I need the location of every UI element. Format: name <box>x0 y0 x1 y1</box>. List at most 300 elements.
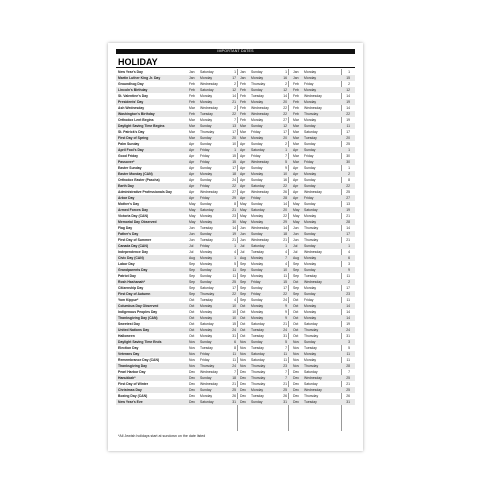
day-cell: 15 <box>232 154 236 158</box>
weekday-cell: Sunday <box>251 202 263 206</box>
month-cell: May <box>240 202 247 206</box>
day-cell: 19 <box>346 208 350 212</box>
month-cell: Oct <box>189 334 195 338</box>
day-cell: 26 <box>346 394 350 398</box>
day-cell: 9 <box>285 166 287 170</box>
weekday-cell: Friday <box>251 154 261 158</box>
weekday-cell: Saturday <box>200 88 214 92</box>
weekday-cell: Friday <box>304 298 314 302</box>
weekday-cell: Monday <box>251 118 264 122</box>
holiday-name: Sweetest Day <box>118 322 140 326</box>
weekday-cell: Sunday <box>304 292 316 296</box>
month-cell: Mar <box>293 118 299 122</box>
month-cell: Nov <box>240 358 247 362</box>
day-cell: 5 <box>285 340 287 344</box>
day-cell: 21 <box>283 238 287 242</box>
weekday-cell: Wednesday <box>251 238 269 242</box>
weekday-cell: Wednesday <box>200 106 218 110</box>
weekday-cell: Friday <box>251 130 261 134</box>
month-cell: Mar <box>240 124 246 128</box>
weekday-cell: Monday <box>200 394 213 398</box>
day-cell: 20 <box>232 136 236 140</box>
weekday-cell: Monday <box>200 310 213 314</box>
weekday-cell: Friday <box>200 160 210 164</box>
month-cell: Dec <box>240 388 247 392</box>
weekday-cell: Monday <box>304 88 317 92</box>
holiday-name: Ash Wednesday <box>118 106 145 110</box>
day-cell: 23 <box>232 214 236 218</box>
month-cell: Oct <box>240 328 246 332</box>
month-cell: Dec <box>293 400 300 404</box>
day-cell: 10 <box>232 310 236 314</box>
holiday-name: Palm Sunday <box>118 142 140 146</box>
day-cell: 31 <box>283 334 287 338</box>
weekday-cell: Sunday <box>200 178 212 182</box>
day-cell: 25 <box>346 388 350 392</box>
weekday-cell: Tuesday <box>251 394 264 398</box>
month-cell: Sep <box>189 280 196 284</box>
weekday-cell: Wednesday <box>200 370 218 374</box>
day-cell: 17 <box>283 286 287 290</box>
weekday-cell: Sunday <box>304 202 316 206</box>
weekday-cell: Thursday <box>200 130 215 134</box>
day-cell: 24 <box>232 178 236 182</box>
month-cell: Jan <box>240 70 246 74</box>
day-cell: 20 <box>283 208 287 212</box>
day-cell: 25 <box>346 190 350 194</box>
weekday-cell: Friday <box>200 154 210 158</box>
day-cell: 22 <box>283 112 287 116</box>
month-cell: May <box>293 220 300 224</box>
weekday-cell: Tuesday <box>251 334 264 338</box>
title-rule <box>116 67 355 68</box>
month-cell: Oct <box>189 316 195 320</box>
month-cell: Apr <box>240 160 246 164</box>
weekday-cell: Sunday <box>200 166 212 170</box>
holiday-name: Memorial Day Observed <box>118 220 157 224</box>
weekday-cell: Sunday <box>304 148 316 152</box>
month-cell: Apr <box>189 184 195 188</box>
weekday-cell: Thursday <box>251 376 266 380</box>
day-cell: 14 <box>283 202 287 206</box>
month-cell: Mar <box>240 136 246 140</box>
weekday-cell: Sunday <box>304 184 316 188</box>
weekday-cell: Thursday <box>304 238 319 242</box>
month-cell: Mar <box>189 118 195 122</box>
day-cell: 20 <box>283 100 287 104</box>
day-cell: 26 <box>283 190 287 194</box>
month-cell: Sep <box>293 274 300 278</box>
day-cell: 15 <box>232 322 236 326</box>
month-cell: Apr <box>189 190 195 194</box>
weekday-cell: Monday <box>304 100 317 104</box>
day-cell: 12 <box>283 124 287 128</box>
day-cell: 23 <box>283 364 287 368</box>
month-cell: Feb <box>293 100 299 104</box>
weekday-cell: Thursday <box>200 292 215 296</box>
month-cell: Sep <box>293 268 300 272</box>
day-cell: 15 <box>283 280 287 284</box>
month-cell: Nov <box>293 358 300 362</box>
weekday-cell: Monday <box>304 256 317 260</box>
weekday-cell: Monday <box>251 262 264 266</box>
weekday-cell: Sunday <box>304 124 316 128</box>
weekday-cell: Monday <box>304 316 317 320</box>
month-cell: Oct <box>293 334 299 338</box>
weekday-cell: Wednesday <box>200 190 218 194</box>
holiday-name: Passover* <box>118 160 135 164</box>
month-cell: Oct <box>293 310 299 314</box>
month-cell: May <box>293 214 300 218</box>
month-cell: Mar <box>293 142 299 146</box>
weekday-cell: Tuesday <box>200 112 213 116</box>
month-cell: Jun <box>189 238 195 242</box>
weekday-cell: Monday <box>304 358 317 362</box>
month-cell: Feb <box>293 106 299 110</box>
month-cell: Feb <box>293 94 299 98</box>
weekday-cell: Sunday <box>200 340 212 344</box>
weekday-cell: Sunday <box>304 232 316 236</box>
holiday-name: Groundhog Day <box>118 82 144 86</box>
weekday-cell: Friday <box>200 352 210 356</box>
day-cell: 22 <box>232 292 236 296</box>
month-cell: Jun <box>240 238 246 242</box>
month-cell: Nov <box>189 358 196 362</box>
weekday-cell: Sunday <box>251 142 263 146</box>
day-cell: 24 <box>346 328 350 332</box>
month-cell: Oct <box>240 334 246 338</box>
day-cell: 7 <box>285 376 287 380</box>
weekday-cell: Tuesday <box>200 238 213 242</box>
weekday-cell: Monday <box>304 304 317 308</box>
day-cell: 10 <box>283 172 287 176</box>
weekday-cell: Friday <box>251 196 261 200</box>
month-cell: Feb <box>189 112 195 116</box>
weekday-cell: Sunday <box>304 244 316 248</box>
weekday-cell: Sunday <box>200 202 212 206</box>
weekday-cell: Tuesday <box>200 226 213 230</box>
holiday-name: Good Friday <box>118 154 138 158</box>
month-cell: Dec <box>189 394 196 398</box>
day-cell: 28 <box>346 364 350 368</box>
weekday-cell: Sunday <box>251 340 263 344</box>
weekday-cell: Wednesday <box>200 82 218 86</box>
weekday-cell: Wednesday <box>251 160 269 164</box>
holiday-name: Yom Kippur* <box>118 298 139 302</box>
month-cell: Jun <box>189 232 195 236</box>
month-cell: Sep <box>240 268 247 272</box>
month-cell: Apr <box>293 184 299 188</box>
holiday-name: Indigenous Peoples Day <box>118 310 158 314</box>
day-cell: 7 <box>348 370 350 374</box>
weekday-cell: Monday <box>251 172 264 176</box>
month-cell: Jul <box>189 250 194 254</box>
weekday-cell: Saturday <box>304 322 318 326</box>
page-title: HOLIDAY <box>118 57 158 67</box>
month-cell: Apr <box>189 142 195 146</box>
weekday-cell: Friday <box>251 280 261 284</box>
day-cell: 26 <box>232 394 236 398</box>
day-cell: 15 <box>232 160 236 164</box>
day-cell: 15 <box>346 76 350 80</box>
weekday-cell: Saturday <box>304 208 318 212</box>
holiday-name: Rosh Hashanah* <box>118 280 145 284</box>
day-cell: 2 <box>348 82 350 86</box>
day-cell: 7 <box>285 370 287 374</box>
day-cell: 30 <box>232 220 236 224</box>
month-cell: Feb <box>240 82 246 86</box>
month-cell: Dec <box>240 376 247 380</box>
month-cell: Dec <box>240 382 247 386</box>
day-cell: 7 <box>285 256 287 260</box>
month-cell: Sep <box>240 274 247 278</box>
weekday-cell: Tuesday <box>304 274 317 278</box>
day-cell: 17 <box>232 130 236 134</box>
day-cell: 27 <box>283 118 287 122</box>
month-cell: Aug <box>240 256 247 260</box>
month-cell: Sep <box>293 286 300 290</box>
month-cell: Nov <box>189 340 196 344</box>
month-cell: May <box>240 220 247 224</box>
month-cell: Oct <box>189 304 195 308</box>
day-cell: 5 <box>285 160 287 164</box>
day-cell: 4 <box>348 250 350 254</box>
day-cell: 5 <box>234 262 236 266</box>
day-cell: 1 <box>234 244 236 248</box>
day-cell: 14 <box>283 226 287 230</box>
holiday-name: Election Day <box>118 346 139 350</box>
weekday-cell: Monday <box>304 286 317 290</box>
month-cell: Dec <box>240 394 247 398</box>
day-cell: 1 <box>285 244 287 248</box>
holiday-name: Daylight Saving Time Begins <box>118 124 165 128</box>
weekday-cell: Friday <box>251 292 261 296</box>
weekday-cell: Sunday <box>200 274 212 278</box>
month-cell: Apr <box>240 142 246 146</box>
month-cell: Mar <box>189 124 195 128</box>
weekday-cell: Thursday <box>304 112 319 116</box>
weekday-cell: Tuesday <box>304 400 317 404</box>
holiday-name: Citizenship Day <box>118 286 144 290</box>
month-cell: Sep <box>293 262 300 266</box>
holiday-name: Patriot Day <box>118 274 136 278</box>
month-cell: Jan <box>189 76 195 80</box>
weekday-cell: Thursday <box>251 364 266 368</box>
month-cell: May <box>189 208 196 212</box>
weekday-cell: Thursday <box>251 382 266 386</box>
month-cell: Oct <box>240 304 246 308</box>
weekday-cell: Sunday <box>200 136 212 140</box>
day-cell: 14 <box>346 106 350 110</box>
month-cell: Jul <box>240 250 245 254</box>
day-cell: 12 <box>232 88 236 92</box>
month-cell: Aug <box>189 256 196 260</box>
month-cell: Oct <box>240 316 246 320</box>
day-cell: 19 <box>346 118 350 122</box>
month-cell: Apr <box>293 166 299 170</box>
month-cell: Mar <box>293 130 299 134</box>
month-cell: Aug <box>293 256 300 260</box>
weekday-cell: Saturday <box>251 208 265 212</box>
day-cell: 1 <box>285 70 287 74</box>
month-cell: Nov <box>293 340 300 344</box>
day-cell: 1 <box>348 244 350 248</box>
holiday-name: Thanksgiving Day <box>118 364 148 368</box>
weekday-cell: Wednesday <box>304 106 322 110</box>
month-cell: Sep <box>189 268 196 272</box>
month-cell: Feb <box>293 88 299 92</box>
day-cell: 6 <box>234 340 236 344</box>
day-cell: 11 <box>283 274 287 278</box>
day-cell: 4 <box>285 250 287 254</box>
month-cell: Apr <box>189 160 195 164</box>
day-cell: 7 <box>234 370 236 374</box>
month-cell: Dec <box>240 370 247 374</box>
holiday-name: Orthodox Lent Begins <box>118 118 154 122</box>
day-cell: 10 <box>232 316 236 320</box>
day-cell: 22 <box>232 184 236 188</box>
day-cell: 26 <box>283 394 287 398</box>
weekday-cell: Sunday <box>251 400 263 404</box>
day-cell: 7 <box>285 154 287 158</box>
weekday-cell: Monday <box>251 220 264 224</box>
weekday-cell: Thursday <box>251 82 266 86</box>
month-cell: Oct <box>240 322 246 326</box>
day-cell: 14 <box>346 304 350 308</box>
month-cell: Apr <box>293 178 299 182</box>
day-cell: 9 <box>285 310 287 314</box>
month-cell: Dec <box>189 400 196 404</box>
day-cell: 31 <box>283 400 287 404</box>
day-cell: 17 <box>346 232 350 236</box>
day-cell: 22 <box>283 214 287 218</box>
weekday-cell: Saturday <box>200 70 214 74</box>
day-cell: 22 <box>346 184 350 188</box>
month-cell: Apr <box>293 148 299 152</box>
important-dates-banner: IMPORTANT DATES <box>116 49 355 54</box>
month-cell: May <box>189 202 196 206</box>
weekday-cell: Monday <box>304 310 317 314</box>
day-cell: 25 <box>232 280 236 284</box>
weekday-cell: Monday <box>304 70 317 74</box>
month-cell: Apr <box>189 148 195 152</box>
month-cell: Apr <box>293 172 299 176</box>
weekday-cell: Saturday <box>200 286 214 290</box>
weekday-cell: Saturday <box>251 148 265 152</box>
month-cell: Nov <box>240 346 247 350</box>
holiday-name: Labor Day <box>118 262 135 266</box>
month-cell: Dec <box>189 370 196 374</box>
weekday-cell: Sunday <box>200 376 212 380</box>
day-cell: 21 <box>346 238 350 242</box>
month-cell: Jun <box>293 232 299 236</box>
day-cell: 22 <box>283 106 287 110</box>
day-cell: 11 <box>232 274 236 278</box>
holiday-name: Victoria Day (CAN) <box>118 214 149 218</box>
weekday-cell: Monday <box>200 256 213 260</box>
month-cell: Mar <box>293 136 299 140</box>
month-cell: Apr <box>240 196 246 200</box>
weekday-cell: Sunday <box>251 298 263 302</box>
day-cell: 14 <box>346 226 350 230</box>
month-cell: Oct <box>293 304 299 308</box>
day-cell: 11 <box>346 352 350 356</box>
day-cell: 19 <box>346 322 350 326</box>
holiday-name: First Day of Spring <box>118 136 149 140</box>
day-cell: 31 <box>346 334 350 338</box>
weekday-cell: Wednesday <box>304 388 322 392</box>
weekday-cell: Monday <box>200 220 213 224</box>
weekday-cell: Thursday <box>251 370 266 374</box>
weekday-cell: Wednesday <box>304 190 322 194</box>
day-cell: 12 <box>283 88 287 92</box>
weekday-cell: Saturday <box>251 244 265 248</box>
weekday-cell: Monday <box>304 76 317 80</box>
month-cell: Dec <box>189 388 196 392</box>
month-cell: Apr <box>189 172 195 176</box>
holiday-name: Father's Day <box>118 232 139 236</box>
month-cell: Jan <box>293 70 299 74</box>
weekday-cell: Monday <box>251 304 264 308</box>
day-cell: 11 <box>346 124 350 128</box>
month-cell: Sep <box>240 262 247 266</box>
planner-page <box>108 43 363 451</box>
day-cell: 1 <box>234 256 236 260</box>
day-cell: 14 <box>283 94 287 98</box>
holiday-name: Remembrance Day (CAN) <box>118 358 160 362</box>
weekday-cell: Wednesday <box>304 250 322 254</box>
month-cell: Nov <box>189 346 196 350</box>
weekday-cell: Monday <box>200 172 213 176</box>
day-cell: 8 <box>348 178 350 182</box>
weekday-cell: Saturday <box>304 382 318 386</box>
month-cell: May <box>293 202 300 206</box>
day-cell: 18 <box>232 376 236 380</box>
weekday-cell: Wednesday <box>200 382 218 386</box>
day-cell: 2 <box>234 106 236 110</box>
holiday-name: United Nations Day <box>118 328 150 332</box>
holiday-name: Easter Sunday <box>118 166 142 170</box>
weekday-cell: Tuesday <box>200 346 213 350</box>
footnote: *All Jewish holidays start at sundown on the date listed <box>118 434 206 438</box>
day-cell: 21 <box>232 208 236 212</box>
month-cell: Apr <box>240 166 246 170</box>
month-cell: Dec <box>189 382 196 386</box>
weekday-cell: Friday <box>200 358 210 362</box>
holiday-name: Daylight Saving Time Ends <box>118 340 162 344</box>
weekday-cell: Sunday <box>304 268 316 272</box>
month-cell: Sep <box>240 298 247 302</box>
day-cell: 17 <box>232 76 236 80</box>
day-cell: 24 <box>283 298 287 302</box>
holiday-name: Veterans Day <box>118 352 140 356</box>
day-cell: 12 <box>346 88 350 92</box>
weekday-cell: Wednesday <box>251 190 269 194</box>
weekday-cell: Sunday <box>251 178 263 182</box>
day-cell: 9 <box>285 304 287 308</box>
month-cell: Apr <box>293 196 299 200</box>
day-cell: 1 <box>348 166 350 170</box>
month-cell: Nov <box>240 364 247 368</box>
day-cell: 28 <box>346 220 350 224</box>
day-cell: 1 <box>234 148 236 152</box>
day-cell: 9 <box>285 316 287 320</box>
weekday-cell: Sunday <box>304 178 316 182</box>
holiday-name: Independence Day <box>118 250 148 254</box>
weekday-cell: Monday <box>304 352 317 356</box>
day-cell: 13 <box>346 202 350 206</box>
weekday-cell: Saturday <box>200 322 214 326</box>
